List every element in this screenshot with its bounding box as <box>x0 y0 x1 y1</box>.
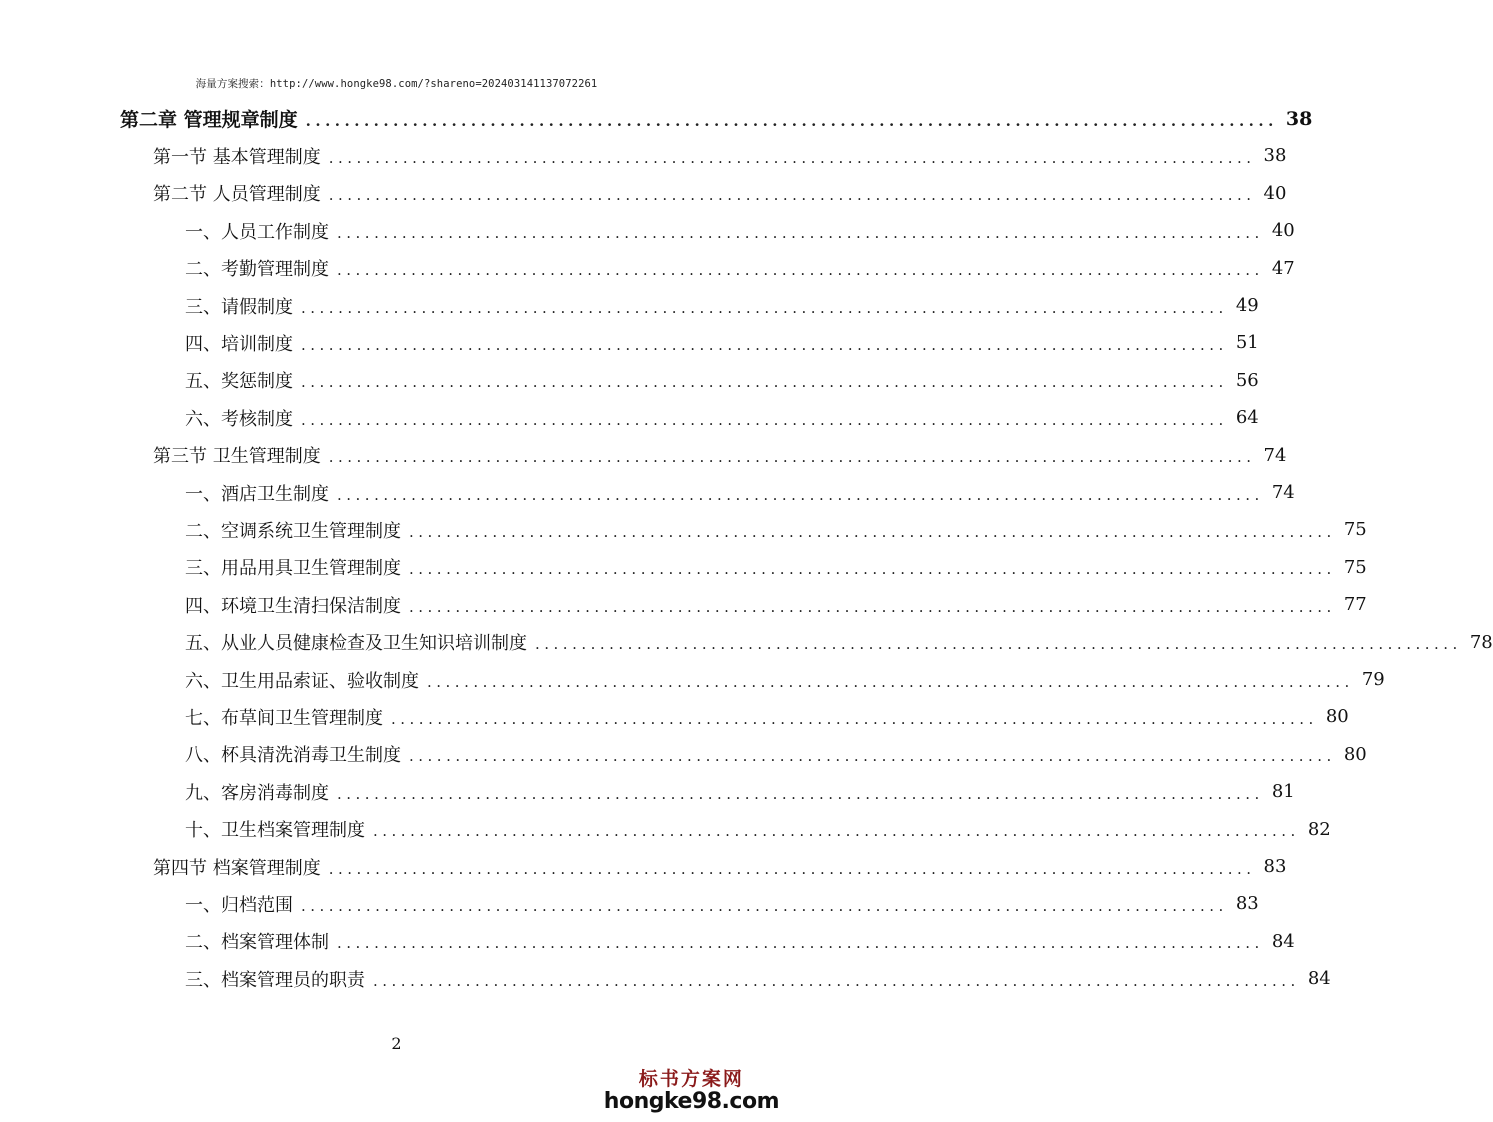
toc-entry-title: 第一节 基本管理制度 <box>153 146 321 168</box>
toc-entry-page: 84 <box>1271 930 1295 952</box>
toc-entry-title: 第二节 人员管理制度 <box>153 184 321 206</box>
toc-entry-page: 74 <box>1263 444 1287 466</box>
toc-chapter-entry <box>120 100 1313 137</box>
toc-entry-page: 74 <box>1271 482 1295 503</box>
toc-entry-page: 81 <box>1271 781 1295 803</box>
toc-leader-dots: .................................................................................................... <box>391 709 1318 728</box>
toc-entry-page: 79 <box>1361 669 1385 690</box>
toc-leader-dots: .................................................................................................... <box>535 635 1462 654</box>
toc-subsection-entry <box>185 586 1367 623</box>
toc-entry-title: 一、人员工作制度 <box>185 221 329 243</box>
toc-subsection-entry <box>185 885 1259 922</box>
toc-subsection-entry <box>185 250 1295 287</box>
toc-leader-dots: .................................................................................................... <box>328 148 1256 167</box>
toc-subsection-entry <box>185 474 1295 511</box>
toc-subsection-entry <box>185 362 1259 399</box>
toc-leader-dots: .................................................................................................... <box>301 373 1228 392</box>
toc-leader-dots: .................................................................................................... <box>373 822 1300 841</box>
toc-leader-dots: .................................................................................................... <box>301 410 1228 429</box>
toc-leader-dots: .................................................................................................... <box>301 298 1228 317</box>
toc-entry-title: 六、卫生用品索证、验收制度 <box>185 670 419 692</box>
toc-subsection-entry <box>185 624 1493 661</box>
toc-subsection-entry <box>185 511 1367 548</box>
toc-entry-title: 二、档案管理体制 <box>185 932 329 954</box>
toc-entry-title: 三、用品用具卫生管理制度 <box>185 558 401 580</box>
watermark-en: hongke98.com <box>603 1089 779 1114</box>
toc-entry-page: 40 <box>1271 220 1295 242</box>
toc-subsection-entry <box>185 698 1349 735</box>
toc-leader-dots: .................................................................................................... <box>409 522 1336 541</box>
page-header: 海量方案搜索：http://www.hongke98.com/?shareno=202403141137072261 <box>195 78 598 90</box>
toc-leader-dots: .................................................................................................... <box>427 672 1354 691</box>
toc-entry-title: 一、归档范围 <box>185 894 293 916</box>
toc-entry-page: 80 <box>1343 743 1367 765</box>
toc-leader-dots: .................................................................................................... <box>328 186 1256 205</box>
toc-entry-title: 三、请假制度 <box>185 296 293 318</box>
toc-entry-page: 78 <box>1469 631 1493 653</box>
toc-subsection-entry <box>185 960 1331 997</box>
watermark-logo <box>604 1064 779 1114</box>
toc-subsection-entry <box>185 212 1295 249</box>
toc-entry-title: 第二章 管理规章制度 <box>120 109 298 131</box>
toc-leader-dots: .................................................................................................... <box>337 784 1264 803</box>
toc-entry-page: 40 <box>1263 182 1287 204</box>
toc-subsection-entry <box>185 661 1385 698</box>
toc-leader-dots: .................................................................................................... <box>337 223 1264 242</box>
toc-leader-dots: .................................................................................................... <box>337 485 1264 504</box>
toc-entry-page: 83 <box>1263 856 1287 877</box>
toc-subsection-entry <box>185 773 1295 810</box>
toc-subsection-entry <box>185 287 1259 324</box>
toc-entry-page: 49 <box>1235 295 1259 316</box>
toc-leader-dots: .................................................................................................... <box>328 448 1256 467</box>
toc-entry-page: 38 <box>1285 107 1313 130</box>
toc-entry-title: 四、培训制度 <box>185 333 293 355</box>
toc-entry-title: 二、考勤管理制度 <box>185 259 329 281</box>
toc-subsection-entry <box>185 399 1259 436</box>
toc-entry-title: 三、档案管理员的职责 <box>185 969 365 991</box>
toc-section-entry <box>153 137 1287 174</box>
toc-subsection-entry <box>185 549 1367 586</box>
toc-entry-title: 七、布草间卫生管理制度 <box>185 707 383 729</box>
toc-leader-dots: .................................................................................................... <box>409 597 1336 616</box>
toc-subsection-entry <box>185 736 1367 773</box>
toc-section-entry <box>153 848 1287 885</box>
toc-entry-page: 47 <box>1271 257 1295 279</box>
toc-entry-page: 82 <box>1307 818 1331 840</box>
toc-entry-page: 80 <box>1325 706 1349 728</box>
toc-leader-dots: .................................................................................................... <box>301 896 1228 915</box>
toc-entry-page: 77 <box>1343 594 1367 616</box>
toc-entry-page: 38 <box>1263 145 1287 167</box>
toc-entry-title: 第四节 档案管理制度 <box>153 857 321 879</box>
toc-entry-page: 56 <box>1235 369 1259 391</box>
toc-leader-dots: .................................................................................................... <box>409 560 1336 579</box>
page-number: 2 <box>391 1034 402 1053</box>
toc-entry-page: 51 <box>1235 332 1259 354</box>
toc-leader-dots: .................................................................................................... <box>337 261 1264 280</box>
toc-leader-dots: .................................................................................................... <box>305 111 1278 130</box>
toc-entry-page: 83 <box>1235 893 1259 915</box>
toc-entry-title: 六、考核制度 <box>185 408 293 430</box>
toc-entry-page: 75 <box>1343 556 1367 578</box>
toc-entry-title: 四、环境卫生清扫保洁制度 <box>185 595 401 617</box>
toc-leader-dots: .................................................................................................... <box>301 335 1228 354</box>
toc-leader-dots: .................................................................................................... <box>337 934 1264 953</box>
toc-entry-page: 75 <box>1343 519 1367 541</box>
toc-subsection-entry <box>185 811 1331 848</box>
toc-entry-page: 84 <box>1307 968 1331 990</box>
toc-entry-title: 五、奖惩制度 <box>185 371 293 393</box>
toc-leader-dots: .................................................................................................... <box>328 859 1256 878</box>
toc-entry-title: 一、酒店卫生制度 <box>185 483 329 505</box>
toc-entry-title: 五、从业人员健康检查及卫生知识培训制度 <box>185 633 527 655</box>
toc-entry-title: 第三节 卫生管理制度 <box>153 446 321 468</box>
toc-entry-page: 64 <box>1235 407 1259 429</box>
toc-entry-title: 九、客房消毒制度 <box>185 782 329 804</box>
toc-subsection-entry <box>185 324 1259 361</box>
toc-entry-title: 十、卫生档案管理制度 <box>185 820 365 842</box>
toc-leader-dots: .................................................................................................... <box>373 971 1300 990</box>
watermark-cn: 标书方案网 <box>638 1068 744 1090</box>
toc-subsection-entry <box>185 923 1295 960</box>
toc-entry-title: 八、杯具清洗消毒卫生制度 <box>185 745 401 767</box>
toc-section-entry <box>153 437 1287 474</box>
toc-leader-dots: .................................................................................................... <box>409 747 1336 766</box>
toc-entry-title: 二、空调系统卫生管理制度 <box>185 520 401 542</box>
toc-section-entry <box>153 175 1287 212</box>
